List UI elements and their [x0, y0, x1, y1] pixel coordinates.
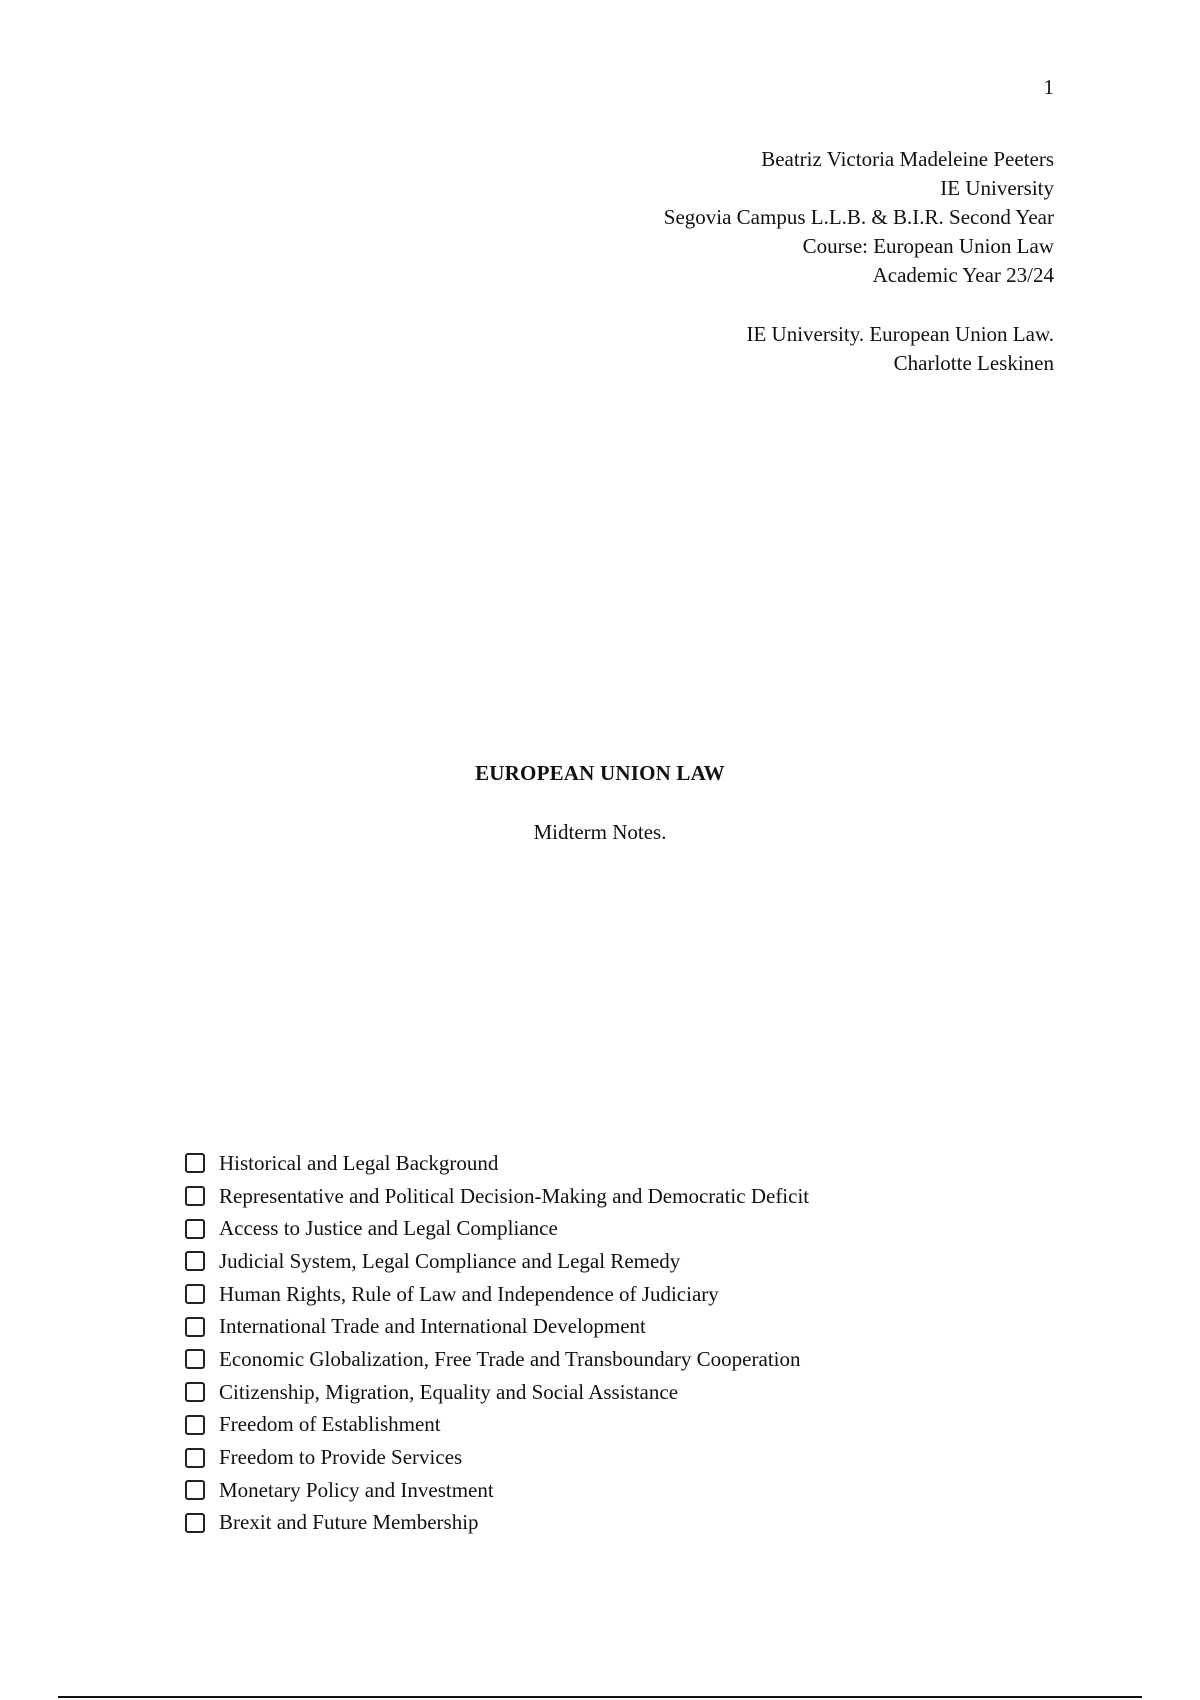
checkbox[interactable]: [185, 1480, 205, 1500]
checkbox[interactable]: [185, 1186, 205, 1206]
checkbox[interactable]: [185, 1317, 205, 1337]
checkbox[interactable]: [185, 1153, 205, 1173]
checklist-item-label: Historical and Legal Background: [219, 1150, 499, 1175]
checklist-item: [185, 1376, 809, 1409]
document-subtitle: Midterm Notes.: [533, 820, 667, 844]
checklist-item: [185, 1409, 809, 1442]
checklist-item-label: Representative and Political Decision-Making and Democratic Deficit: [219, 1183, 810, 1208]
checkbox[interactable]: [185, 1251, 205, 1271]
document-title: EUROPEAN UNION LAW: [475, 761, 725, 785]
program-line: Segovia Campus L.L.B. & B.I.R. Second Year: [663, 205, 1054, 229]
checklist-item-label: International Trade and International Development: [219, 1314, 646, 1339]
checkbox[interactable]: [185, 1513, 205, 1533]
author-block: [664, 145, 1054, 290]
checklist-item-label: Brexit and Future Membership: [219, 1510, 479, 1535]
checklist-item: [185, 1245, 809, 1278]
checklist-item-label: Citizenship, Migration, Equality and Social Assistance: [219, 1379, 679, 1404]
checklist-item-label: Economic Globalization, Free Trade and Transboundary Cooperation: [219, 1346, 801, 1371]
university-name: IE University: [940, 176, 1054, 200]
checklist-item-label: Human Rights, Rule of Law and Independence of Judiciary: [219, 1281, 719, 1306]
checkbox[interactable]: [185, 1448, 205, 1468]
checkbox[interactable]: [185, 1284, 205, 1304]
checklist-item: [185, 1278, 809, 1311]
checklist-item: [185, 1507, 809, 1540]
page-number: 1: [1043, 75, 1054, 99]
checkbox[interactable]: [185, 1382, 205, 1402]
checklist-item: [185, 1310, 809, 1343]
checklist-item-label: Freedom to Provide Services: [219, 1445, 463, 1470]
checkbox[interactable]: [185, 1219, 205, 1239]
checklist-item-label: Freedom of Establishment: [219, 1412, 441, 1437]
academic-year: Academic Year 23/24: [872, 263, 1054, 287]
professor-name: Charlotte Leskinen: [893, 351, 1054, 375]
footer-divider: [58, 1696, 1142, 1698]
checklist-item: [185, 1343, 809, 1376]
checklist-item: [185, 1147, 809, 1180]
checklist-item-label: Monetary Policy and Investment: [219, 1477, 494, 1502]
checklist-item: [185, 1474, 809, 1507]
checklist-item: [185, 1180, 809, 1213]
checkbox[interactable]: [185, 1349, 205, 1369]
course-block: [746, 320, 1054, 378]
author-name: Beatriz Victoria Madeleine Peeters: [761, 147, 1054, 171]
checklist-item: [185, 1441, 809, 1474]
checklist-item-label: Judicial System, Legal Compliance and Legal Remedy: [219, 1248, 681, 1273]
course-title-line: IE University. European Union Law.: [746, 322, 1054, 346]
checklist-item-label: Access to Justice and Legal Compliance: [219, 1216, 558, 1241]
topic-checklist: [185, 1147, 809, 1539]
course-line: Course: European Union Law: [802, 234, 1054, 258]
checkbox[interactable]: [185, 1415, 205, 1435]
checklist-item: [185, 1212, 809, 1245]
